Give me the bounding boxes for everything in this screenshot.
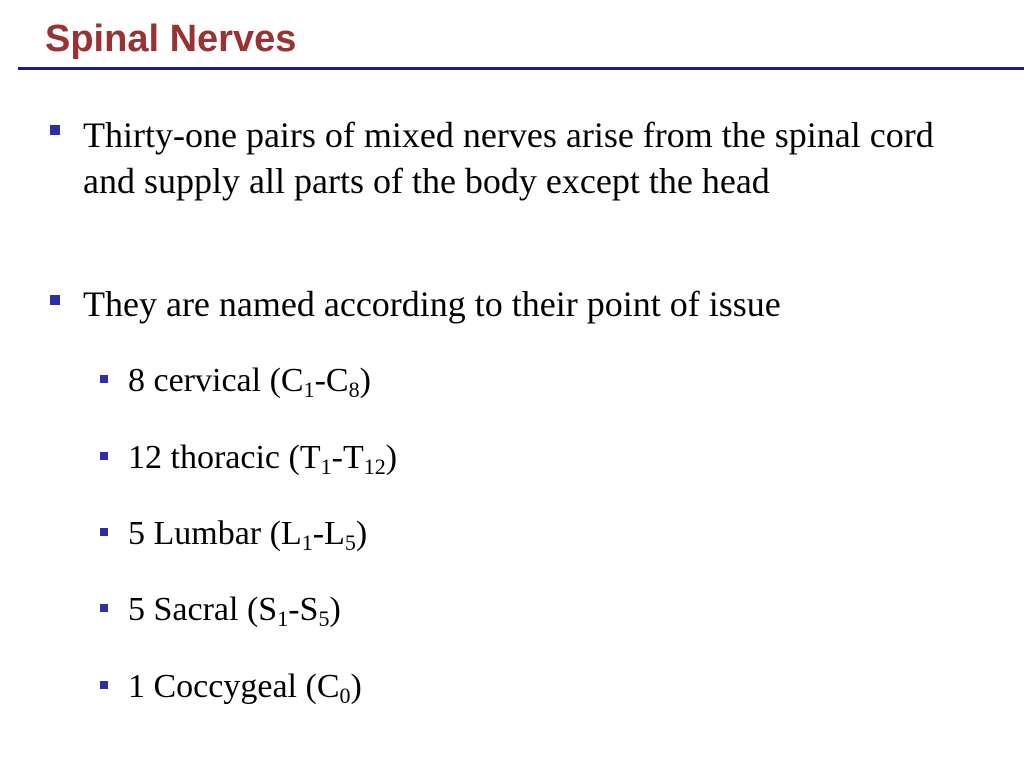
sub-bullet-square-icon <box>100 681 108 689</box>
sub-bullet-square-icon <box>100 528 108 536</box>
sub-bullet-coccygeal: 1 Coccygeal $(C_0)$ <box>128 668 362 708</box>
bullet-text: They are named according to their point of issue <box>83 284 781 324</box>
sub-bullet-sacral: 5 Sacral $(S_1-S_5)$ <box>128 591 341 631</box>
sub-bullet-square-icon <box>100 604 108 612</box>
bullet-square-icon <box>50 295 60 305</box>
sub-bullet-square-icon <box>100 375 108 383</box>
bullet-text: Thirty-one pairs of mixed nerves arise from the spinal cord and supply all parts of the body except the head <box>83 115 934 201</box>
sub-bullet-lumbar: 5 Lumbar $(L_1-L_5)$ <box>128 515 368 555</box>
title-divider <box>18 67 1024 70</box>
sub-bullet-thoracic: 12 thoracic $(T_1-T_{12})$ <box>128 439 398 479</box>
slide-title: Spinal Nerves <box>45 18 297 60</box>
sub-bullet-square-icon <box>100 452 108 460</box>
sub-bullet-cervical: 8 cervical $(C_1-C_8)$ <box>128 362 371 402</box>
bullet-square-icon <box>50 125 60 135</box>
